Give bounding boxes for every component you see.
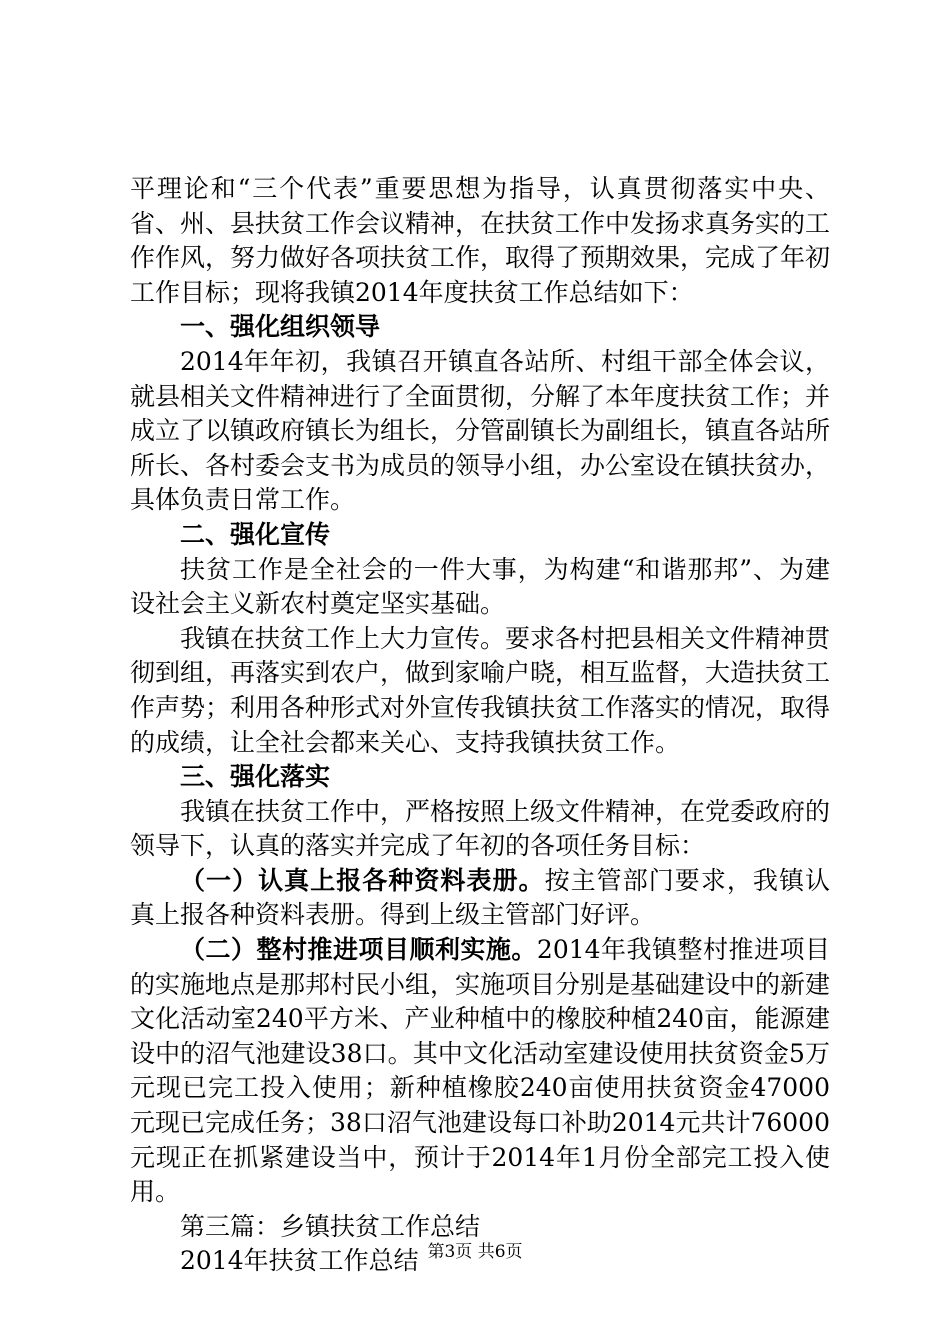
implementation-item-1-text: 按主管部门要求，我镇认真上报各种资料表册。得到上级主管部门好评。 xyxy=(130,865,830,930)
section-paragraph-organization: 2014年年初，我镇召开镇直各站所、村组干部全体会议，就县相关文件精神进行了全面贯彻，分解了本年度扶贫工作；并成立了以镇政府镇长为组长，分管副镇长为副组长，镇直各站所所长、各村委会支书为成员的领导小组，办公室设在镇扶贫办，具体负责日常工作。 xyxy=(130,346,831,515)
section-paragraph-publicity-2: 我镇在扶贫工作上大力宣传。要求各村把县相关文件精神贯彻到组，再落实到农户，做到家喻户晓，相互监督，大造扶贫工作声势；利用各种形式对外宣传我镇扶贫工作落实的情况，取得的成绩，让全社会都来关心、支持我镇扶贫工作。 xyxy=(130,623,831,757)
part3-title: 第三篇：乡镇扶贫工作总结 xyxy=(180,1211,481,1241)
implementation-item-1-lead: （一）认真上报各种资料表册。 xyxy=(180,865,545,895)
implementation-item-2-text: 2014年我镇整村推进项目的实施地点是那邦村民小组，实施项目分别是基础建设中的新建文化活动室240平方米、产业种植中的橡胶种植240亩，能源建设中的沼气池建设38口。其中文化活动室建设使用扶贫资金5万元现已完工投入使用；新种植橡胶240亩使用扶贫资金47000元现已完成任务；38口沼气池建设每口补助2014元共计76000元现正在抓紧建设当中，预计于2014年1月份全部完工投入使用。 xyxy=(130,935,831,1207)
intro-paragraph: 平理论和“三个代表”重要思想为指导，认真贯彻落实中央、省、州、县扶贫工作会议精神，在扶贫工作中发扬求真务实的工作作风，努力做好各项扶贫工作，取得了预期效果，完成了年初工作目标；现将我镇2014年度扶贫工作总结如下： xyxy=(130,174,831,307)
document-body xyxy=(130,172,830,1279)
page-number-footer: 第3页 共6页 xyxy=(427,1242,523,1262)
implementation-item-2 xyxy=(130,933,830,1210)
implementation-item-1 xyxy=(130,864,830,933)
section-paragraph-publicity-1: 扶贫工作是全社会的一件大事，为构建“和谐那邦”、为建设社会主义新农村奠定坚实基础。 xyxy=(130,554,830,619)
section-paragraph-implementation: 我镇在扶贫工作中，严格按照上级文件精神，在党委政府的领导下，认真的落实并完成了年初的各项任务目标： xyxy=(130,796,831,861)
part3-subtitle: 2014年扶贫工作总结 xyxy=(180,1246,419,1276)
section-heading-publicity: 二、强化宣传 xyxy=(180,519,331,549)
section-heading-implementation: 三、强化落实 xyxy=(180,762,331,792)
section-heading-organization: 一、强化组织领导 xyxy=(180,312,381,342)
implementation-item-2-lead: （二）整村推进项目顺利实施。 xyxy=(180,935,537,965)
